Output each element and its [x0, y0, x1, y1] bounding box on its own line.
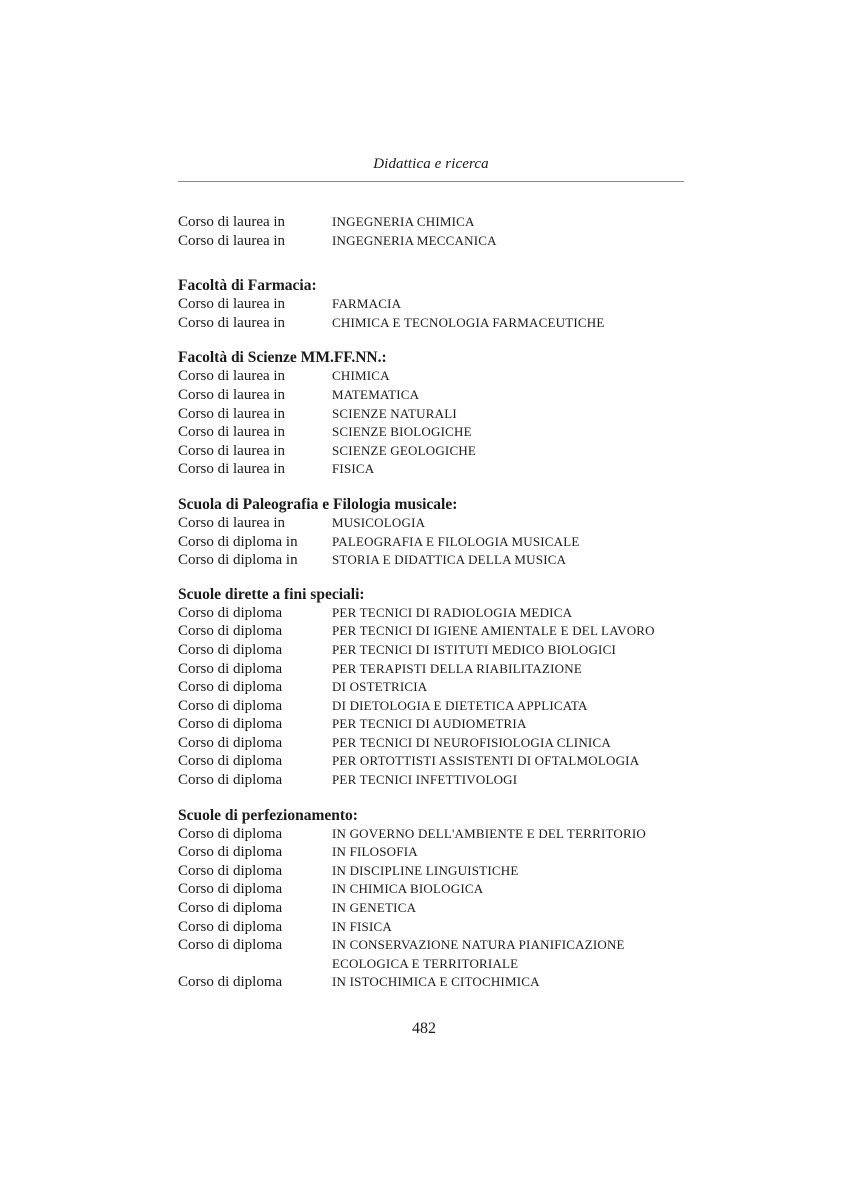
section-scienze [178, 349, 684, 479]
course-type: Corso di diploma [178, 623, 283, 640]
course-type [178, 955, 332, 974]
course-type: Corso di diploma [178, 825, 283, 842]
course-row [178, 622, 684, 641]
course-type: Corso di laurea in [178, 214, 286, 230]
course-name: DI OSTETRICIA [332, 679, 428, 695]
course-name: IN ISTOCHIMICA E CITOCHIMICA [332, 974, 540, 990]
course-type: Corso di diploma [178, 918, 283, 935]
section-title: Scuole di perfezionamento: [178, 806, 358, 824]
course-row [178, 314, 684, 333]
course-row [178, 880, 684, 899]
course-type: Corso di laurea in [178, 405, 286, 422]
course-name: IN FISICA [332, 918, 392, 934]
course-name: PER TECNICI DI ISTITUTI MEDICO BIOLOGICI [332, 641, 616, 657]
course-type: Corso di diploma [178, 716, 283, 733]
course-name: MUSICOLOGIA [332, 514, 426, 530]
course-type: Corso di laurea in [178, 314, 286, 331]
course-row [178, 405, 684, 424]
course-name: INGEGNERIA MECCANICA [332, 232, 497, 248]
section-title: Scuole dirette a fini speciali: [178, 585, 365, 603]
course-row [178, 232, 684, 251]
course-name: SCIENZE GEOLOGICHE [332, 442, 477, 458]
course-type: Corso di laurea in [178, 368, 286, 385]
course-row [178, 295, 684, 314]
course-name: PER TECNICI DI AUDIOMETRIA [332, 716, 527, 732]
course-row [178, 641, 684, 660]
course-name: STORIA E DIDATTICA DELLA MUSICA [332, 552, 567, 568]
page-number: 482 [412, 1020, 436, 1037]
course-row [178, 825, 684, 844]
course-row [178, 678, 684, 697]
section-title: Facoltà di Farmacia: [178, 277, 317, 295]
course-type: Corso di diploma [178, 697, 283, 714]
course-row [178, 660, 684, 679]
course-type: Corso di diploma [178, 937, 283, 954]
course-row [178, 697, 684, 716]
course-name: PALEOGRAFIA E FILOLOGIA MUSICALE [332, 533, 580, 549]
course-row [178, 460, 684, 479]
course-name: IN DISCIPLINE LINGUISTICHE [332, 862, 519, 878]
course-row [178, 442, 684, 461]
course-name: SCIENZE NATURALI [332, 405, 457, 421]
course-type: Corso di diploma in [178, 552, 298, 569]
course-row [178, 771, 684, 790]
course-name: PER TECNICI DI RADIOLOGIA MEDICA [332, 604, 573, 620]
course-row [178, 715, 684, 734]
course-name: MATEMATICA [332, 386, 420, 402]
course-type: Corso di laurea in [178, 514, 286, 531]
course-row [178, 936, 684, 955]
course-type: Corso di diploma in [178, 533, 298, 550]
course-type: Corso di laurea in [178, 386, 286, 403]
course-type: Corso di laurea in [178, 461, 286, 478]
course-name: IN FILOSOFIA [332, 844, 418, 860]
course-name: PER TECNICI INFETTIVOLOGI [332, 772, 518, 788]
course-name: IN GOVERNO DELL'AMBIENTE E DEL TERRITORIO [332, 825, 646, 841]
course-name: PER ORTOTTISTI ASSISTENTI DI OFTALMOLOGIA [332, 753, 640, 769]
course-name: FISICA [332, 461, 375, 477]
course-type: Corso di diploma [178, 881, 283, 898]
course-row [178, 752, 684, 771]
section-title: Scuola di Paleografia e Filologia musicale: [178, 495, 458, 513]
course-name: CHIMICA [332, 368, 390, 384]
course-row [178, 862, 684, 881]
course-type: Corso di diploma [178, 679, 283, 696]
course-row [178, 213, 684, 232]
section-fini-speciali [178, 586, 684, 790]
course-row [178, 973, 684, 992]
course-row-continuation [178, 955, 684, 974]
running-title: Didattica e ricerca [373, 156, 489, 172]
course-name: PER TECNICI DI NEUROFISIOLOGIA CLINICA [332, 734, 611, 750]
course-row [178, 386, 684, 405]
course-type: Corso di diploma [178, 641, 283, 658]
course-name: CHIMICA E TECNOLOGIA FARMACEUTICHE [332, 314, 605, 330]
course-name: IN CONSERVAZIONE NATURA PIANIFICAZIONE [332, 937, 625, 953]
course-type: Corso di diploma [178, 974, 283, 991]
course-row [178, 604, 684, 623]
course-name: FARMACIA [332, 296, 402, 312]
course-type: Corso di laurea in [178, 296, 286, 313]
course-name: IN CHIMICA BIOLOGICA [332, 881, 484, 897]
course-row [178, 423, 684, 442]
course-name: ECOLOGICA E TERRITORIALE [332, 955, 519, 971]
course-row [178, 551, 684, 570]
course-type: Corso di diploma [178, 753, 283, 770]
course-row [178, 734, 684, 753]
course-name: INGEGNERIA CHIMICA [332, 214, 475, 229]
course-row [178, 533, 684, 552]
course-type: Corso di diploma [178, 862, 283, 879]
course-row [178, 899, 684, 918]
course-type: Corso di laurea in [178, 232, 286, 249]
course-type: Corso di diploma [178, 900, 283, 917]
course-name: PER TERAPISTI DELLA RIABILITAZIONE [332, 660, 582, 676]
course-row [178, 367, 684, 386]
course-name: PER TECNICI DI IGIENE AMIENTALE E DEL LAVORO [332, 623, 655, 639]
course-type: Corso di laurea in [178, 442, 286, 459]
course-row [178, 514, 684, 533]
course-type: Corso di diploma [178, 772, 283, 789]
course-type: Corso di laurea in [178, 424, 286, 441]
course-type: Corso di diploma [178, 660, 283, 677]
course-type: Corso di diploma [178, 734, 283, 751]
section-paleografia [178, 496, 684, 570]
continued-course-list [178, 213, 684, 250]
course-type: Corso di diploma [178, 604, 283, 621]
section-perfezionamento [178, 807, 684, 992]
course-row [178, 918, 684, 937]
course-name: SCIENZE BIOLOGICHE [332, 424, 472, 440]
course-row [178, 843, 684, 862]
course-name: IN GENETICA [332, 900, 417, 916]
section-title: Facoltà di Scienze MM.FF.NN.: [178, 349, 387, 367]
page-content [178, 213, 684, 992]
section-farmacia [178, 277, 684, 332]
running-header [178, 152, 684, 182]
course-type: Corso di diploma [178, 844, 283, 861]
course-name: DI DIETOLOGIA E DIETETICA APPLICATA [332, 697, 588, 713]
